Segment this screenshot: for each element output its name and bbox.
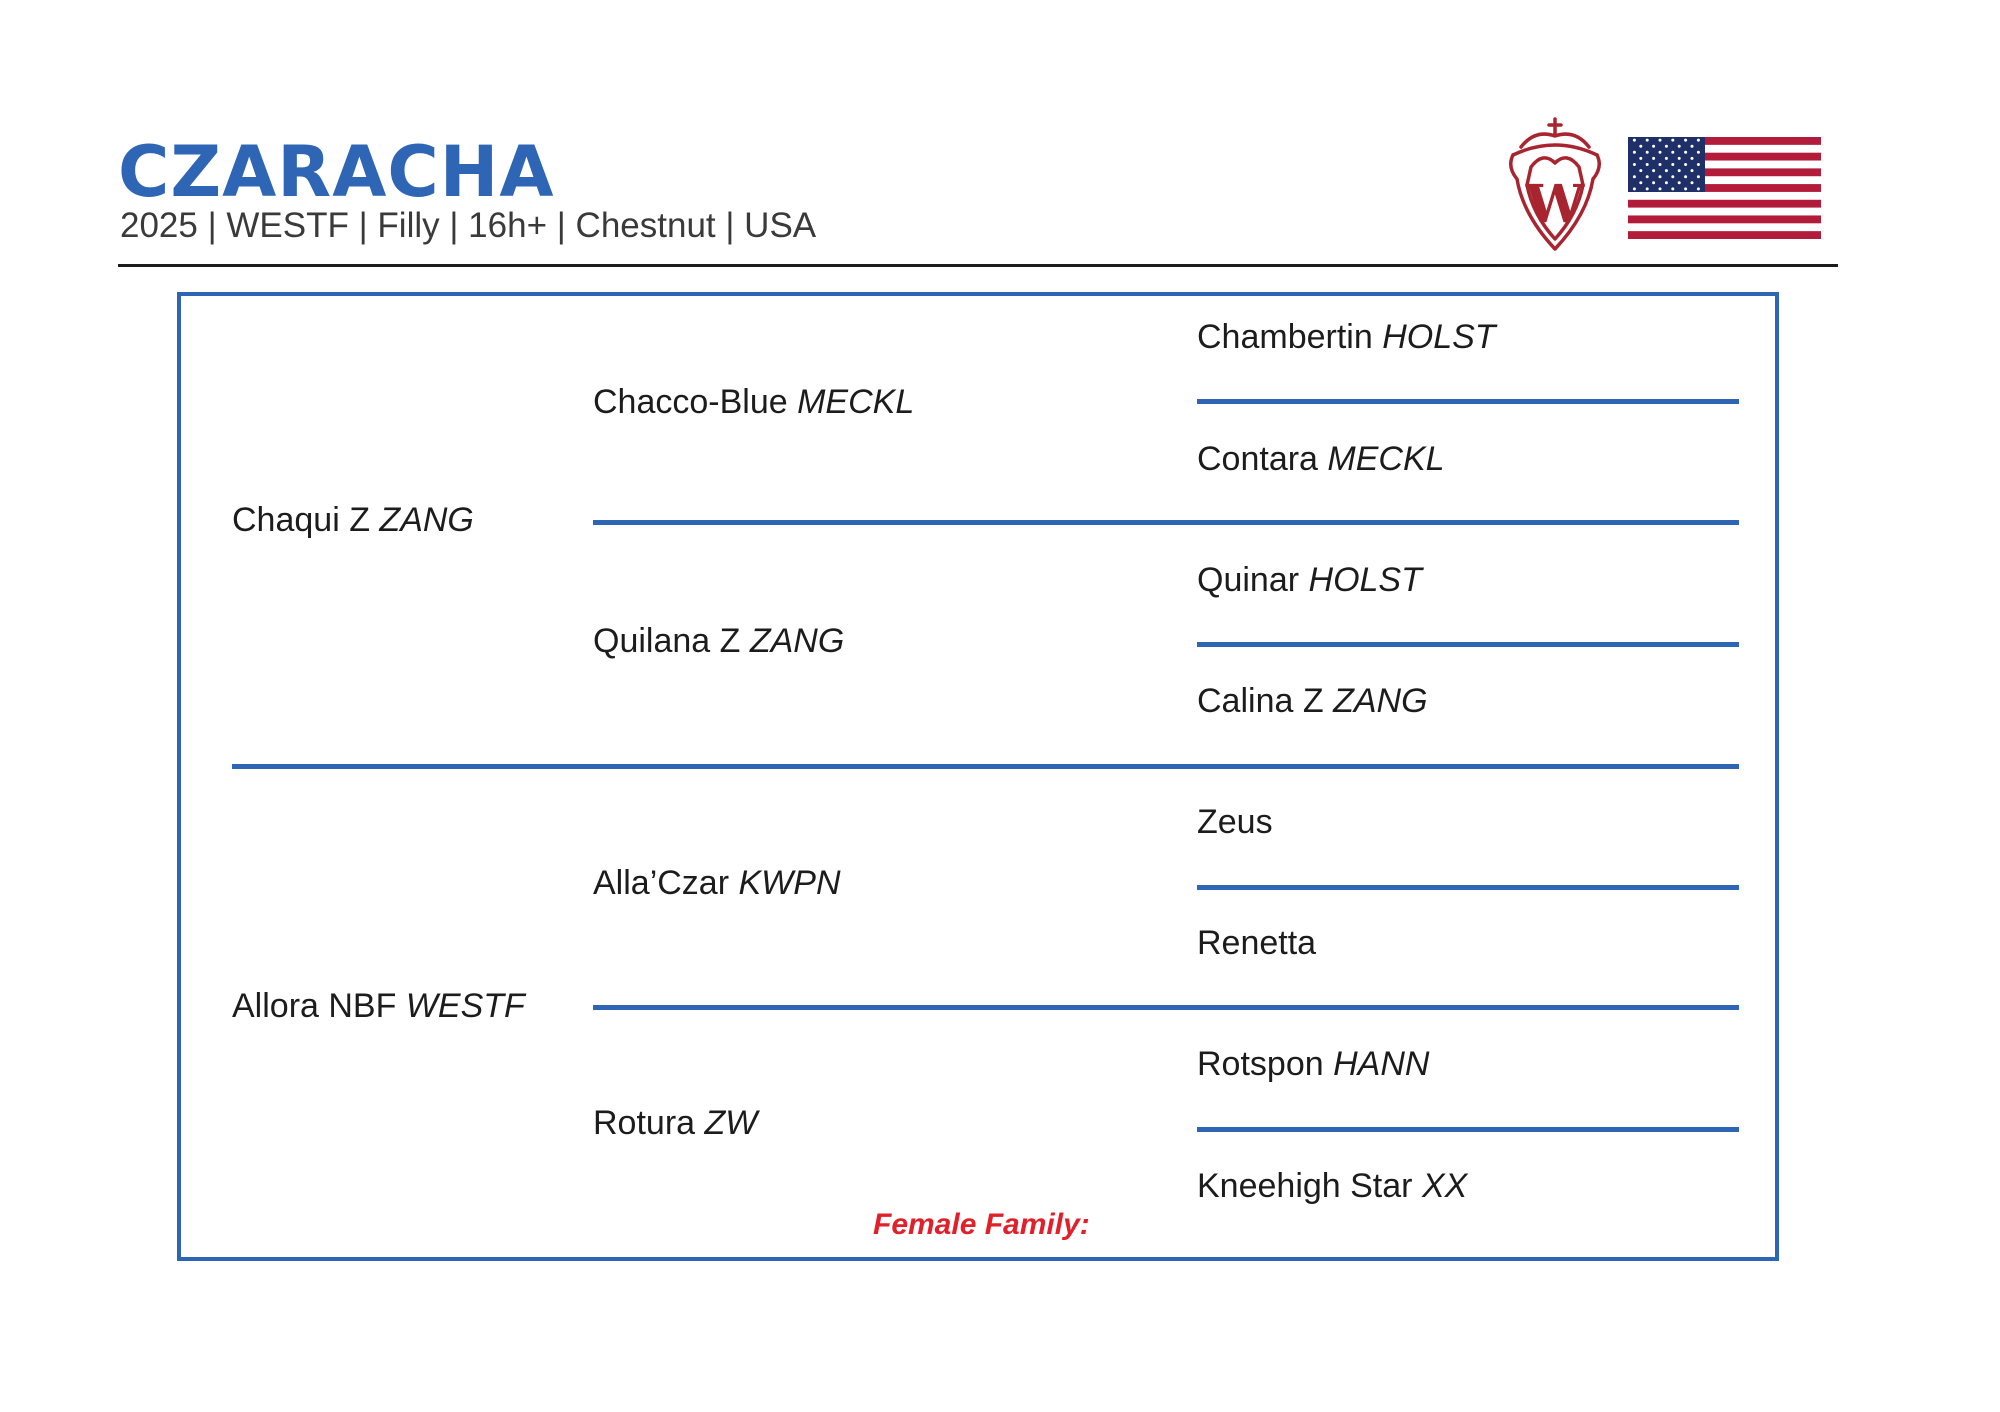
westfalen-crown-logo-icon — [1505, 115, 1605, 255]
usa-flag-icon — [1628, 137, 1821, 239]
sire-dam-dam-name: Calina Z ZANG — [1197, 682, 1428, 720]
logo-letter: W — [1525, 174, 1585, 235]
sire-dam-divider — [1197, 642, 1739, 647]
generation-1-divider — [232, 764, 1739, 769]
dam-name: Allora NBF WESTF — [232, 987, 525, 1025]
dam-line-divider — [593, 1005, 1739, 1010]
header-divider — [118, 264, 1838, 267]
female-family-label: Female Family: — [873, 1208, 1090, 1241]
dam-sire-dam-name: Renetta — [1197, 924, 1317, 962]
sire-sire-dam-name: Contara MECKL — [1197, 440, 1445, 478]
dam-dam-dam-name: Kneehigh Star XX — [1197, 1167, 1468, 1205]
horse-details-subtitle: 2025 | WESTF | Filly | 16h+ | Chestnut | USA — [120, 206, 817, 245]
dam-sire-sire-name: Zeus — [1197, 803, 1273, 841]
sire-sire-name: Chacco-Blue MECKL — [593, 383, 915, 421]
sire-sire-divider — [1197, 399, 1739, 404]
dam-sire-divider — [1197, 885, 1739, 890]
sire-name: Chaqui Z ZANG — [232, 501, 474, 539]
horse-name-title: CZARACHA — [118, 131, 555, 213]
sire-dam-sire-name: Quinar HOLST — [1197, 561, 1422, 599]
sire-sire-sire-name: Chambertin HOLST — [1197, 318, 1496, 356]
dam-dam-sire-name: Rotspon HANN — [1197, 1045, 1430, 1083]
sire-dam-name: Quilana Z ZANG — [593, 622, 845, 660]
dam-dam-divider — [1197, 1127, 1739, 1132]
dam-sire-name: Alla’Czar KWPN — [593, 864, 841, 902]
dam-dam-name: Rotura ZW — [593, 1104, 758, 1142]
pedigree-frame — [177, 292, 1779, 1261]
sire-line-divider — [593, 520, 1739, 525]
